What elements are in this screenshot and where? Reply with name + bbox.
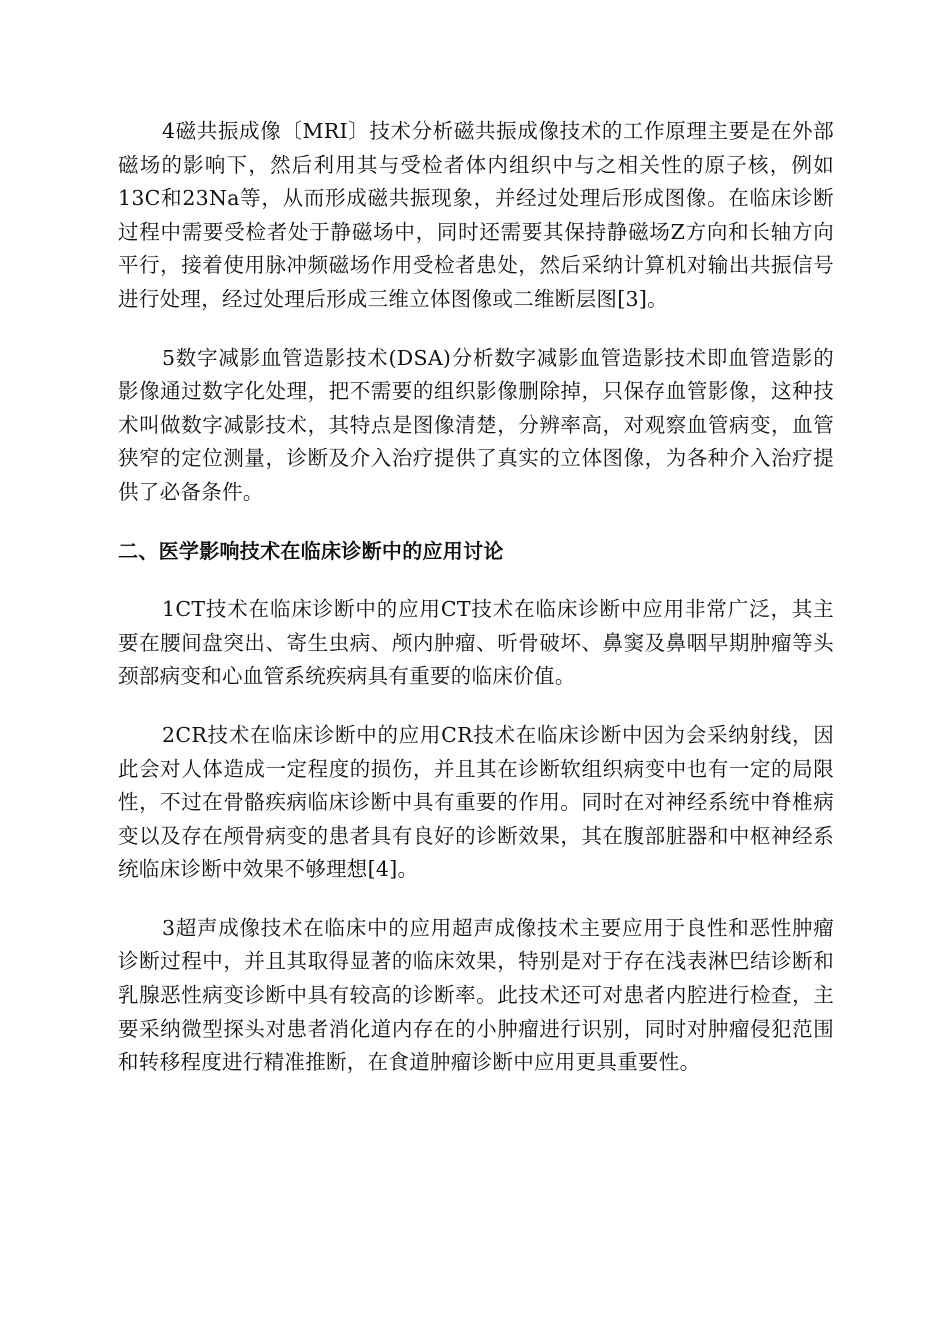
section-heading: 二、医学影响技术在临床诊断中的应用讨论 <box>118 538 504 563</box>
paragraph-dsa: 5数字减影血管造影技术(DSA)分析数字减影血管造影技术即血管造影的影像通过数字化处理，把不需要的组织影像删除掉，只保存血管影像，这种技术叫做数字减影技术，其特点是图像清楚，分辨率高，对观察血管病变，血管狭窄的定位测量，诊断及介入治疗提供了真实的立体图像，为各种介入治疗提供了必备条件。 <box>118 345 834 504</box>
document-body <box>118 115 834 1105</box>
paragraph-cr: 2CR技术在临床诊断中的应用CR技术在临床诊断中因为会采纳射线，因此会对人体造成一定程度的损伤，并且其在诊断软组织病变中也有一定的局限性，不过在骨骼疾病临床诊断中具有重要的作用。同时在对神经系统中脊椎病变以及存在颅骨病变的患者具有良好的诊断效果，其在腹部脏器和中枢神经系统临床诊断中效果不够理想[4]。 <box>118 722 834 882</box>
paragraph-ultrasound: 3超声成像技术在临床中的应用超声成像技术主要应用于良性和恶性肿瘤诊断过程中，并且其取得显著的临床效果，特别是对于存在浅表淋巴结诊断和乳腺恶性病变诊断中具有较高的诊断率。此技术还可对患者内腔进行检查，主要采纳微型探头对患者消化道内存在的小肿瘤进行识别，同时对肿瘤侵犯范围和转移程度进行精准推断，在食道肿瘤诊断中应用更具重要性。 <box>118 915 834 1075</box>
paragraph-ct: 1CT技术在临床诊断中的应用CT技术在临床诊断中应用非常广泛，其主要在腰间盘突出、寄生虫病、颅内肿瘤、听骨破坏、鼻窦及鼻咽早期肿瘤等头颈部病变和心血管系统疾病具有重要的临床价值。 <box>118 597 834 689</box>
paragraph-mri: 4磁共振成像〔MRI〕技术分析磁共振成像技术的工作原理主要是在外部磁场的影响下，然后利用其与受检者体内组织中与之相关性的原子核，例如13C和23Na等，从而形成磁共振现象，并经过处理后形成图像。在临床诊断过程中需要受检者处于静磁场中，同时还需要其保持静磁场Z方向和长轴方向平行，接着使用脉冲频磁场作用受检者患处，然后采纳计算机对输出共振信号进行处理，经过处理后形成三维立体图像或二维断层图[3]。 <box>118 119 834 311</box>
